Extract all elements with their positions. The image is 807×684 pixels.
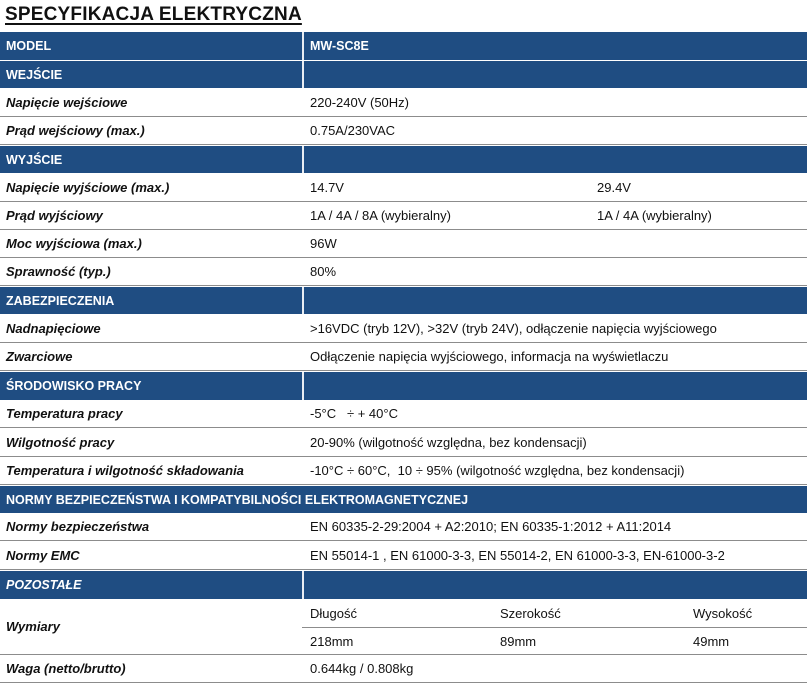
table-row bbox=[0, 655, 807, 683]
row-value: 96W bbox=[310, 236, 337, 251]
row-value-alt: 1A / 4A (wybieralny) bbox=[597, 208, 712, 223]
row-value: 0.644kg / 0.808kg bbox=[310, 661, 414, 676]
row-value: 14.7V bbox=[310, 179, 344, 195]
row-label: Temperatura pracy bbox=[6, 406, 123, 421]
table-row bbox=[0, 457, 807, 485]
table-row bbox=[0, 314, 807, 343]
page-title: SPECYFIKACJA ELEKTRYCZNA bbox=[5, 4, 302, 25]
row-label: Waga (netto/brutto) bbox=[6, 661, 126, 676]
column-divider bbox=[302, 146, 304, 173]
table-row bbox=[0, 343, 807, 371]
section-header-wyjscie bbox=[0, 146, 807, 173]
section-title: WYJŚCIE bbox=[6, 152, 63, 167]
section-header-zabezpieczenia bbox=[0, 287, 807, 314]
column-divider bbox=[302, 32, 304, 60]
row-label: Wymiary bbox=[6, 619, 60, 634]
column-divider bbox=[302, 571, 304, 599]
column-divider bbox=[302, 61, 304, 88]
row-label: Normy EMC bbox=[6, 547, 80, 563]
table-row bbox=[0, 400, 807, 428]
model-label: MODEL bbox=[6, 39, 52, 53]
table-row bbox=[0, 513, 807, 541]
table-row-wymiary bbox=[0, 599, 807, 655]
row-value: EN 60335-2-29:2004 + A2:2010; EN 60335-1:2012 + A11:2014 bbox=[310, 519, 672, 534]
row-value: 1A / 4A / 8A (wybieralny) bbox=[310, 208, 451, 223]
row-label: Normy bezpieczeństwa bbox=[6, 519, 150, 534]
dimension-value-width: 89mm bbox=[500, 633, 537, 649]
row-label: Prąd wejściowy (max.) bbox=[6, 123, 145, 138]
table-row bbox=[0, 173, 807, 202]
row-label: Napięcie wejściowe bbox=[6, 94, 128, 110]
section-header-pozostale bbox=[0, 571, 807, 599]
model-header-row bbox=[0, 32, 807, 60]
table-row bbox=[0, 230, 807, 258]
section-title: ŚRODOWISKO PRACY bbox=[6, 379, 142, 393]
row-value: 0.75A/230VAC bbox=[310, 123, 396, 138]
section-header-normy bbox=[0, 486, 807, 513]
row-value: 220-240V (50Hz) bbox=[310, 94, 409, 110]
section-title: POZOSTAŁE bbox=[6, 578, 82, 592]
row-value: Odłączenie napięcia wyjściowego, informacja na wyświetlaczu bbox=[310, 349, 669, 364]
dimension-header-height: Wysokość bbox=[693, 605, 753, 621]
row-label: Nadnapięciowe bbox=[6, 320, 101, 336]
row-label: Moc wyjściowa (max.) bbox=[6, 236, 142, 251]
section-header-wejscie bbox=[0, 61, 807, 88]
table-row bbox=[0, 117, 807, 145]
table-row bbox=[0, 428, 807, 457]
table-row bbox=[0, 202, 807, 230]
column-divider bbox=[302, 287, 304, 314]
column-divider bbox=[302, 372, 304, 400]
dimension-value-length: 218mm bbox=[310, 633, 354, 649]
divider bbox=[302, 627, 807, 628]
row-value: 80% bbox=[310, 264, 337, 279]
row-value-alt: 29.4V bbox=[597, 179, 631, 195]
row-value: >16VDC (tryb 12V), >32V (tryb 24V), odłączenie napięcia wyjściowego bbox=[310, 320, 717, 336]
row-label: Wilgotność pracy bbox=[6, 434, 115, 450]
model-value: MW-SC8E bbox=[310, 39, 369, 53]
row-label: Temperatura i wilgotność składowania bbox=[6, 463, 244, 478]
dimension-header-length: Długość bbox=[310, 605, 357, 621]
section-title: NORMY BEZPIECZEŃSTWA I KOMPATYBILNOŚCI ELEKTROMAGNETYCZNEJ bbox=[6, 492, 469, 507]
table-row bbox=[0, 258, 807, 286]
row-label: Zwarciowe bbox=[6, 349, 73, 364]
section-header-srodowisko bbox=[0, 372, 807, 400]
row-label: Napięcie wyjściowe (max.) bbox=[6, 179, 170, 195]
dimension-value-height: 49mm bbox=[693, 633, 730, 649]
row-value: -10°C ÷ 60°C, 10 ÷ 95% (wilgotność względna, bez kondensacji) bbox=[310, 463, 685, 478]
section-title: ZABEZPIECZENIA bbox=[6, 293, 115, 308]
row-value: -5°C ÷ + 40°C bbox=[310, 406, 398, 421]
row-value: EN 55014-1 , EN 61000-3-3, EN 55014-2, EN 61000-3-3, EN-61000-3-2 bbox=[310, 547, 725, 563]
row-value: 20-90% (wilgotność względna, bez kondensacji) bbox=[310, 434, 587, 450]
row-label: Sprawność (typ.) bbox=[6, 264, 111, 279]
table-row bbox=[0, 541, 807, 570]
dimension-header-width: Szerokość bbox=[500, 605, 561, 621]
section-title: WEJŚCIE bbox=[6, 67, 63, 82]
row-label: Prąd wyjściowy bbox=[6, 208, 103, 223]
table-row bbox=[0, 88, 807, 117]
